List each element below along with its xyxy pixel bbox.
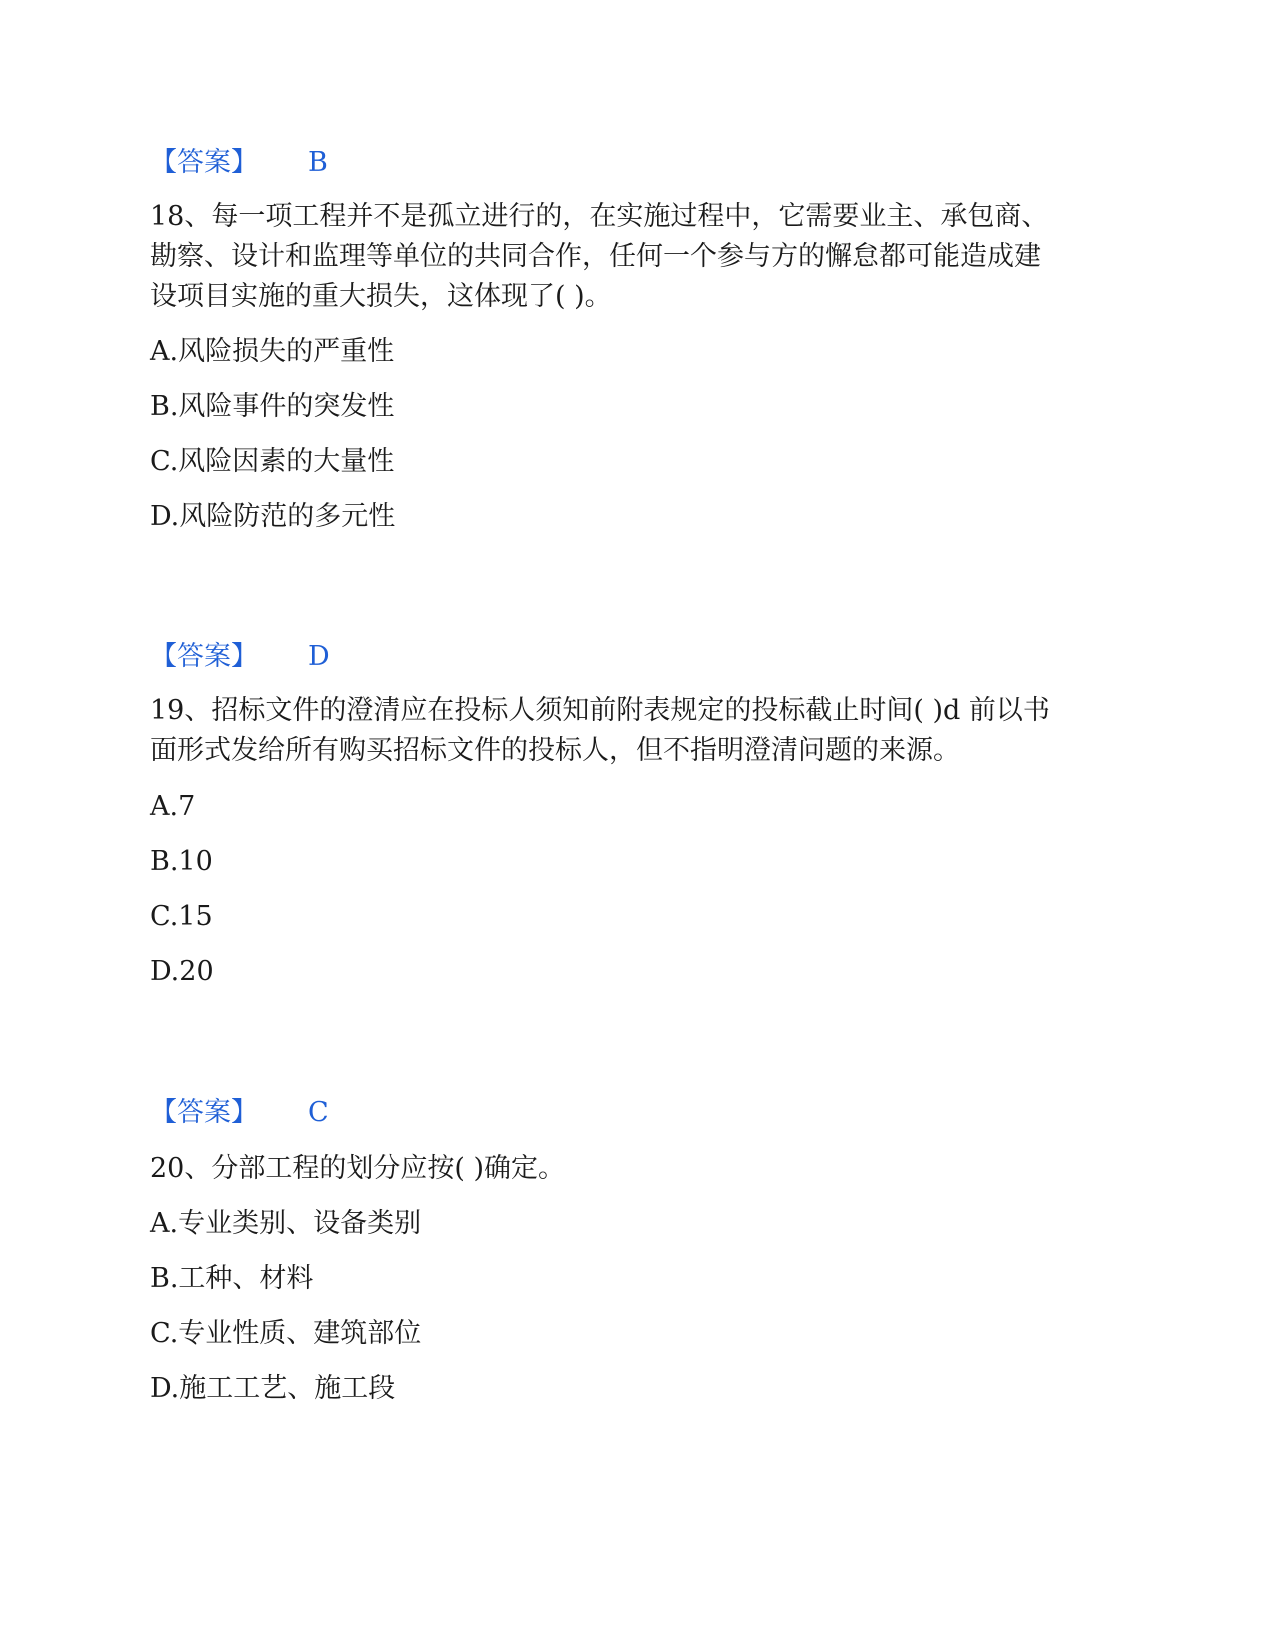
answer-value: B — [308, 147, 328, 178]
answer-label: 【答案】 — [150, 147, 258, 178]
option-a: A.专业类别、设备类别 — [150, 1208, 422, 1239]
question-stem-line: 面形式发给所有购买招标文件的投标人，但不指明澄清问题的来源。 — [150, 735, 960, 766]
question-stem-line: 设项目实施的重大损失，这体现了( )。 — [150, 281, 612, 312]
option-c: C.风险因素的大量性 — [150, 446, 395, 477]
option-d: D.20 — [150, 956, 214, 987]
option-c: C.专业性质、建筑部位 — [150, 1318, 422, 1349]
option-b: B.工种、材料 — [150, 1263, 314, 1294]
question-stem-line: 19、招标文件的澄清应在投标人须知前附表规定的投标截止时间( )d 前以书 — [150, 695, 1050, 726]
answer-row — [150, 146, 328, 180]
answer-label: 【答案】 — [150, 1097, 258, 1128]
answer-value: C — [308, 1097, 329, 1128]
answer-value: D — [308, 641, 330, 672]
question-stem-line: 勘察、设计和监理等单位的共同合作，任何一个参与方的懈怠都可能造成建 — [150, 241, 1041, 272]
question-stem-line: 18、每一项工程并不是孤立进行的，在实施过程中，它需要业主、承包商、 — [150, 201, 1049, 232]
option-b: B.10 — [150, 846, 213, 877]
answer-row — [150, 1096, 329, 1130]
question-stem-line: 20、分部工程的划分应按( )确定。 — [150, 1153, 566, 1184]
option-c: C.15 — [150, 901, 213, 932]
option-a: A.风险损失的严重性 — [150, 336, 395, 367]
option-b: B.风险事件的突发性 — [150, 391, 395, 422]
option-d: D.风险防范的多元性 — [150, 501, 396, 532]
option-d: D.施工工艺、施工段 — [150, 1373, 396, 1404]
option-a: A.7 — [150, 791, 196, 822]
answer-row — [150, 640, 330, 674]
answer-label: 【答案】 — [150, 641, 258, 672]
